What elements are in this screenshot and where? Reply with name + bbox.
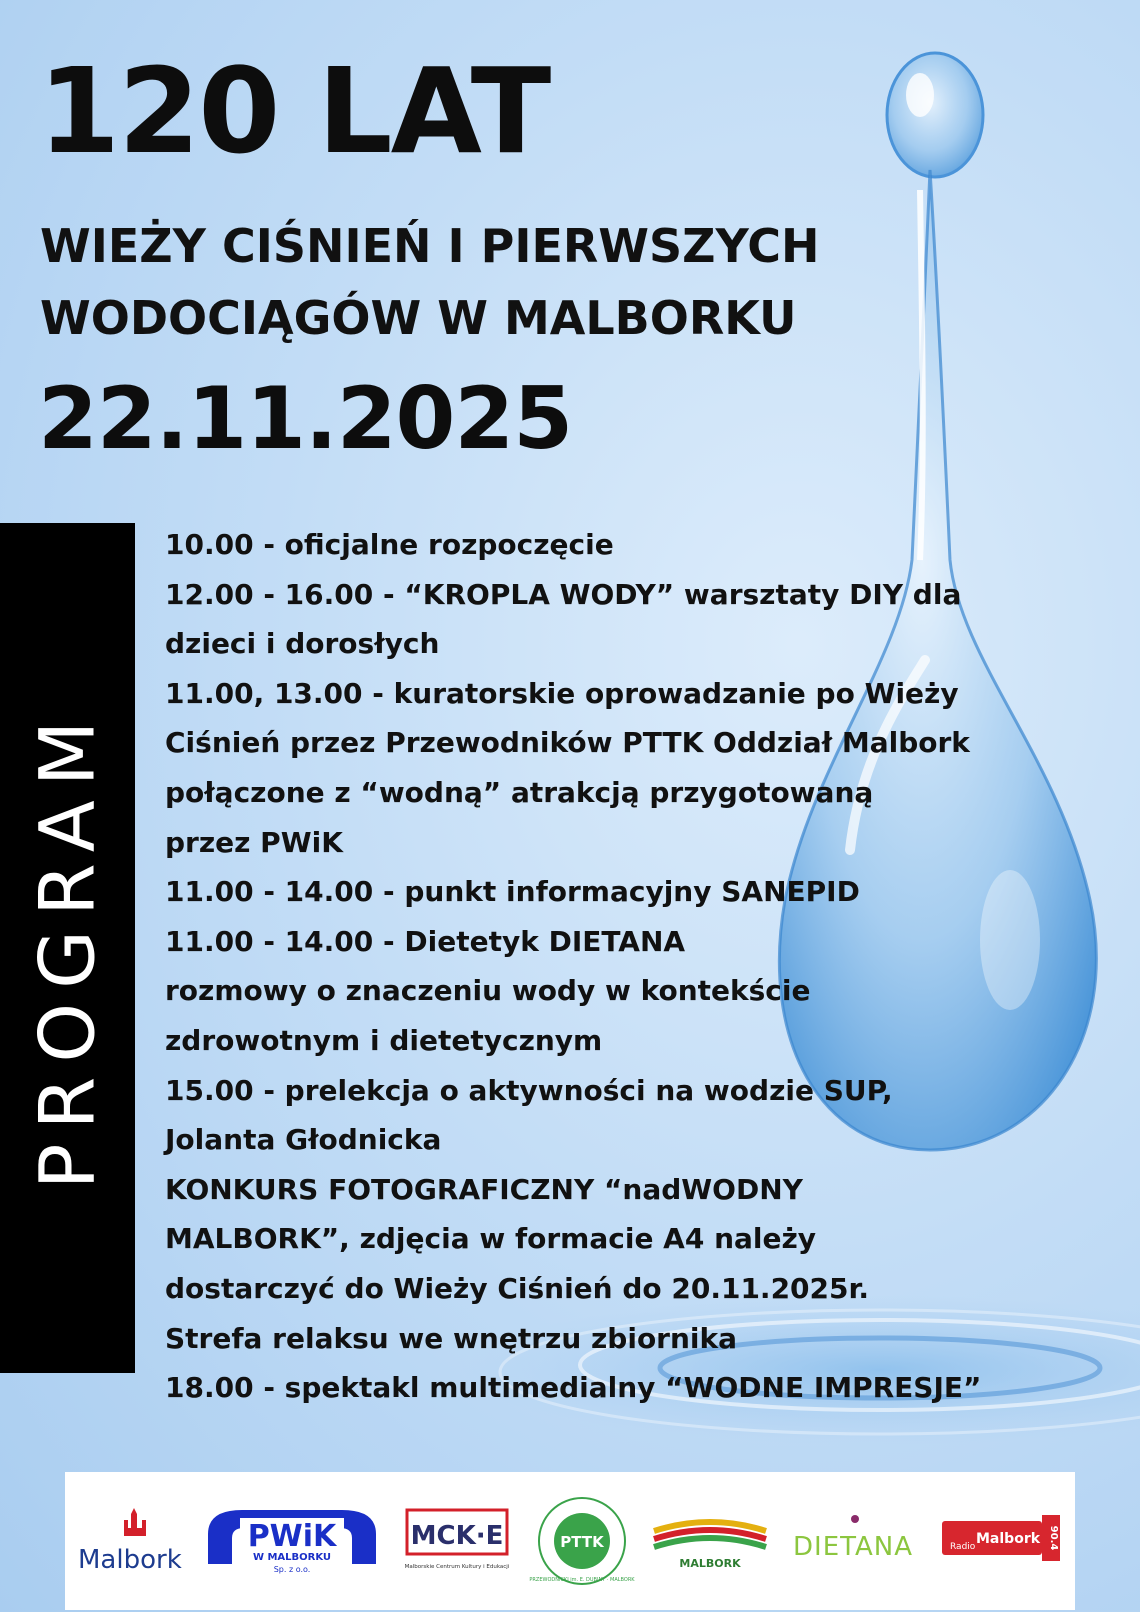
svg-text:PRZEWODNICKI im. E. DUBINY · M: PRZEWODNICKI im. E. DUBINY · MALBORK xyxy=(529,1577,636,1583)
malbork-logo xyxy=(76,1506,181,1576)
svg-text:MCK·E: MCK·E xyxy=(410,1521,504,1551)
svg-text:Sp. z o.o.: Sp. z o.o. xyxy=(273,1565,311,1574)
pzk-logo xyxy=(650,1509,770,1573)
schedule-line: 11.00 - 14.00 - punkt informacyjny SANEPID xyxy=(165,875,860,909)
schedule-line: Strefa relaksu we wnętrzu zbiornika xyxy=(165,1321,738,1355)
schedule-line: 11.00, 13.00 - kuratorskie oprowadzanie po Wieży xyxy=(165,676,959,710)
svg-text:MALBORK: MALBORK xyxy=(679,1557,741,1570)
schedule-line: zdrowotnym i dietetycznym xyxy=(165,1023,603,1057)
svg-text:Malborskie Centrum Kultury i E: Malborskie Centrum Kultury i Edukacji xyxy=(404,1564,510,1570)
schedule-line: dostarczyć do Wieży Ciśnień do 20.11.2025r. xyxy=(165,1271,869,1305)
schedule-line: połączone z “wodną” atrakcją przygotowaną xyxy=(165,775,874,809)
svg-text:W MALBORKU: W MALBORKU xyxy=(252,1552,331,1563)
svg-text:PTTK: PTTK xyxy=(560,1533,605,1551)
schedule-line: 18.00 - spektakl multimedialny “WODNE IMPRESJE” xyxy=(165,1371,982,1405)
sponsor-logo-strip xyxy=(65,1472,1075,1610)
schedule-line: przez PWiK xyxy=(165,825,343,859)
schedule-line: 11.00 - 14.00 - Dietetyk DIETANA xyxy=(165,924,686,958)
svg-text:DIETANA: DIETANA xyxy=(793,1532,914,1562)
svg-text:Malbork: Malbork xyxy=(77,1545,182,1575)
schedule-line: dzieci i dorosłych xyxy=(165,627,440,661)
svg-text:Radio: Radio xyxy=(950,1542,976,1552)
svg-text:90.4: 90.4 xyxy=(1048,1525,1060,1551)
mcke-logo xyxy=(403,1506,515,1576)
schedule-line: Ciśnień przez Przewodników PTTK Oddział Malbork xyxy=(165,726,970,760)
castle-icon xyxy=(76,1506,181,1576)
main-title: 120 LAT xyxy=(38,42,550,180)
schedule-line: rozmowy o znaczeniu wody w kontekście xyxy=(165,974,811,1008)
svg-text:PWiK: PWiK xyxy=(247,1519,337,1554)
subtitle-line: WIEŻY CIŚNIEŃ I PIERWSZYCH xyxy=(40,219,820,273)
schedule-line: 15.00 - prelekcja o aktywności na wodzie SUP, xyxy=(165,1073,893,1107)
schedule-line: MALBORK”, zdjęcia w formacie A4 należy xyxy=(165,1222,817,1256)
subtitle xyxy=(40,210,940,354)
subtitle-line: WODOCIĄGÓW W MALBORKU xyxy=(40,291,797,345)
schedule-line: Jolanta Głodnicka xyxy=(165,1123,442,1157)
event-date: 22.11.2025 xyxy=(38,369,573,469)
drop-tip xyxy=(887,53,983,177)
pttk-logo xyxy=(529,1495,636,1587)
schedule-line: 12.00 - 16.00 - “KROPLA WODY” warsztaty DIY dla xyxy=(165,577,962,611)
svg-text:Malbork: Malbork xyxy=(976,1531,1041,1547)
pwik-logo xyxy=(202,1504,382,1578)
program-label: PROGRAM xyxy=(22,706,112,1190)
dietana-logo xyxy=(791,1511,915,1571)
schedule-line: 10.00 - oficjalne rozpoczęcie xyxy=(165,528,614,561)
program-sidebar xyxy=(0,523,135,1373)
program-schedule xyxy=(165,520,1085,1413)
schedule-line: KONKURS FOTOGRAFICZNY “nadWODNY xyxy=(165,1172,803,1206)
radio-malbork-logo xyxy=(936,1511,1064,1571)
